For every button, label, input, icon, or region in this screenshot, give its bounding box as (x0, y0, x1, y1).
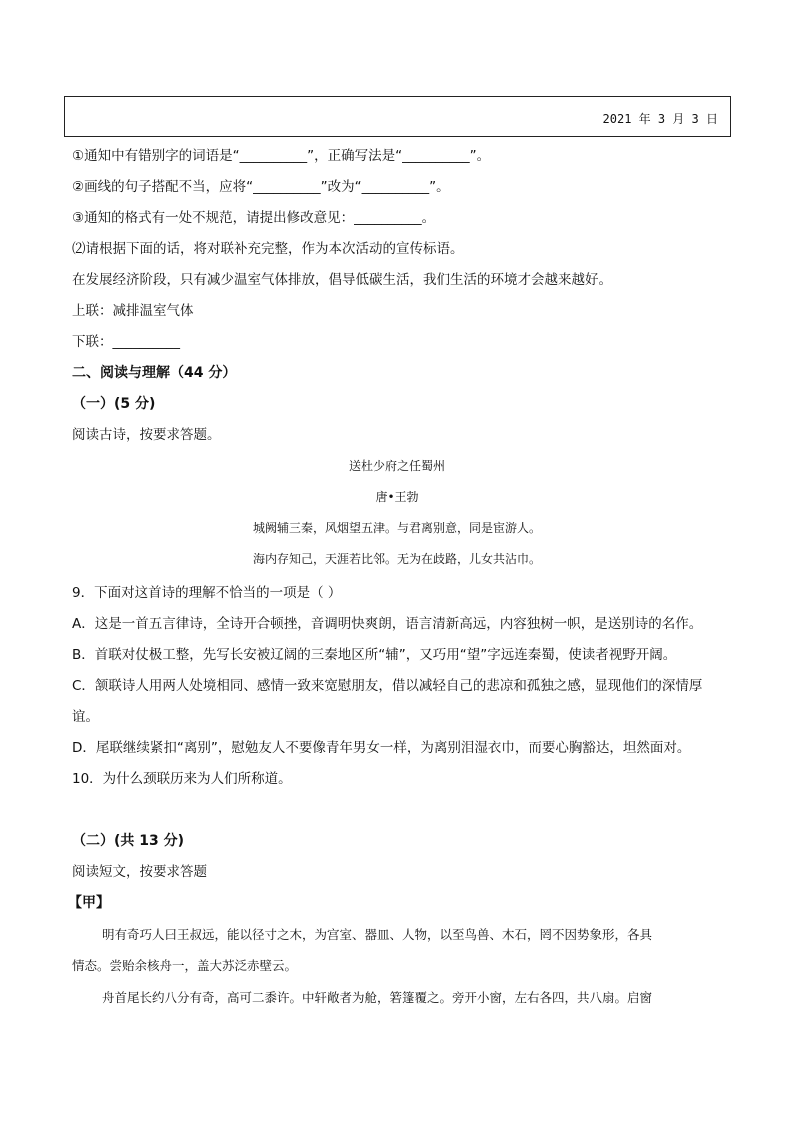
passage-line: 明有奇巧人曰王叔远，能以径寸之木，为宫室、器皿、人物，以至鸟兽、木石，罔不因势象形，各具 (102, 927, 653, 942)
poem-line: 城阙辅三秦，风烟望五津。与君离别意，同是宦游人。 (252, 521, 541, 535)
passage-line: 舟首尾长约八分有奇，高可二黍许。中轩敞者为舱，箬篷覆之。旁开小窗，左右各四，共八扇。启窗 (102, 990, 653, 1005)
question-stem: 9．下面对这首诗的理解不恰当的一项是（ ） (72, 585, 342, 601)
question-item: ②画线的句子搭配不当，应将“__________”改为“__________”。 (72, 179, 450, 195)
instruction: 阅读短文，按要求答题 (72, 864, 207, 880)
answer-option-continued: 谊。 (72, 709, 99, 725)
passage-line: 情态。尝贻余核舟一，盖大苏泛赤壁云。 (72, 958, 298, 973)
passage-label: 【甲】 (68, 895, 110, 911)
question-item: ⑵请根据下面的话，将对联补充完整，作为本次活动的宣传标语。 (72, 241, 464, 257)
couplet-lower: 下联：__________ (72, 334, 180, 350)
question-item: ①通知中有错别字的词语是“__________”，正确写法是“__________”。 (72, 148, 491, 164)
couplet-upper: 上联：减排温室气体 (72, 303, 194, 319)
notice-date: 2021 年 3 月 3 日 (602, 112, 718, 126)
poem-author: 唐•王勃 (375, 490, 419, 504)
prompt-text: 在发展经济阶段，只有减少温室气体排放，倡导低碳生活，我们生活的环境才会越来越好。 (72, 272, 612, 288)
section-title: 二、阅读与理解（44 分） (72, 365, 237, 381)
part-title: （二）(共 13 分) (72, 833, 185, 849)
notice-box (64, 96, 731, 137)
poem-title: 送杜少府之任蜀州 (348, 459, 445, 473)
question-item: ③通知的格式有一处不规范，请提出修改意见：__________。 (72, 210, 436, 226)
poem-line: 海内存知己，天涯若比邻。无为在歧路，儿女共沾巾。 (252, 552, 541, 566)
answer-option: D．尾联继续紧扣“离别”，慰勉友人不要像青年男女一样，为离别泪湿衣巾，而要心胸豁达，坦然面对。 (72, 740, 691, 756)
answer-option: B．首联对仗极工整，先写长安被辽阔的三秦地区所“辅”，又巧用“望”字远连秦蜀，使读者视野开阔。 (72, 647, 677, 663)
answer-option: A．这是一首五言律诗，全诗开合顿挫，音调明快爽朗，语言清新高远，内容独树一帜，是送别诗的名作。 (72, 616, 703, 632)
instruction: 阅读古诗，按要求答题。 (72, 427, 221, 443)
question-stem: 10．为什么颈联历来为人们所称道。 (72, 771, 292, 787)
part-title: （一）(5 分) (72, 396, 156, 412)
answer-option: C．颔联诗人用两人处境相同、感情一致来宽慰朋友，借以减轻自己的悲凉和孤独之感，显现他们的深情厚 (72, 678, 703, 694)
